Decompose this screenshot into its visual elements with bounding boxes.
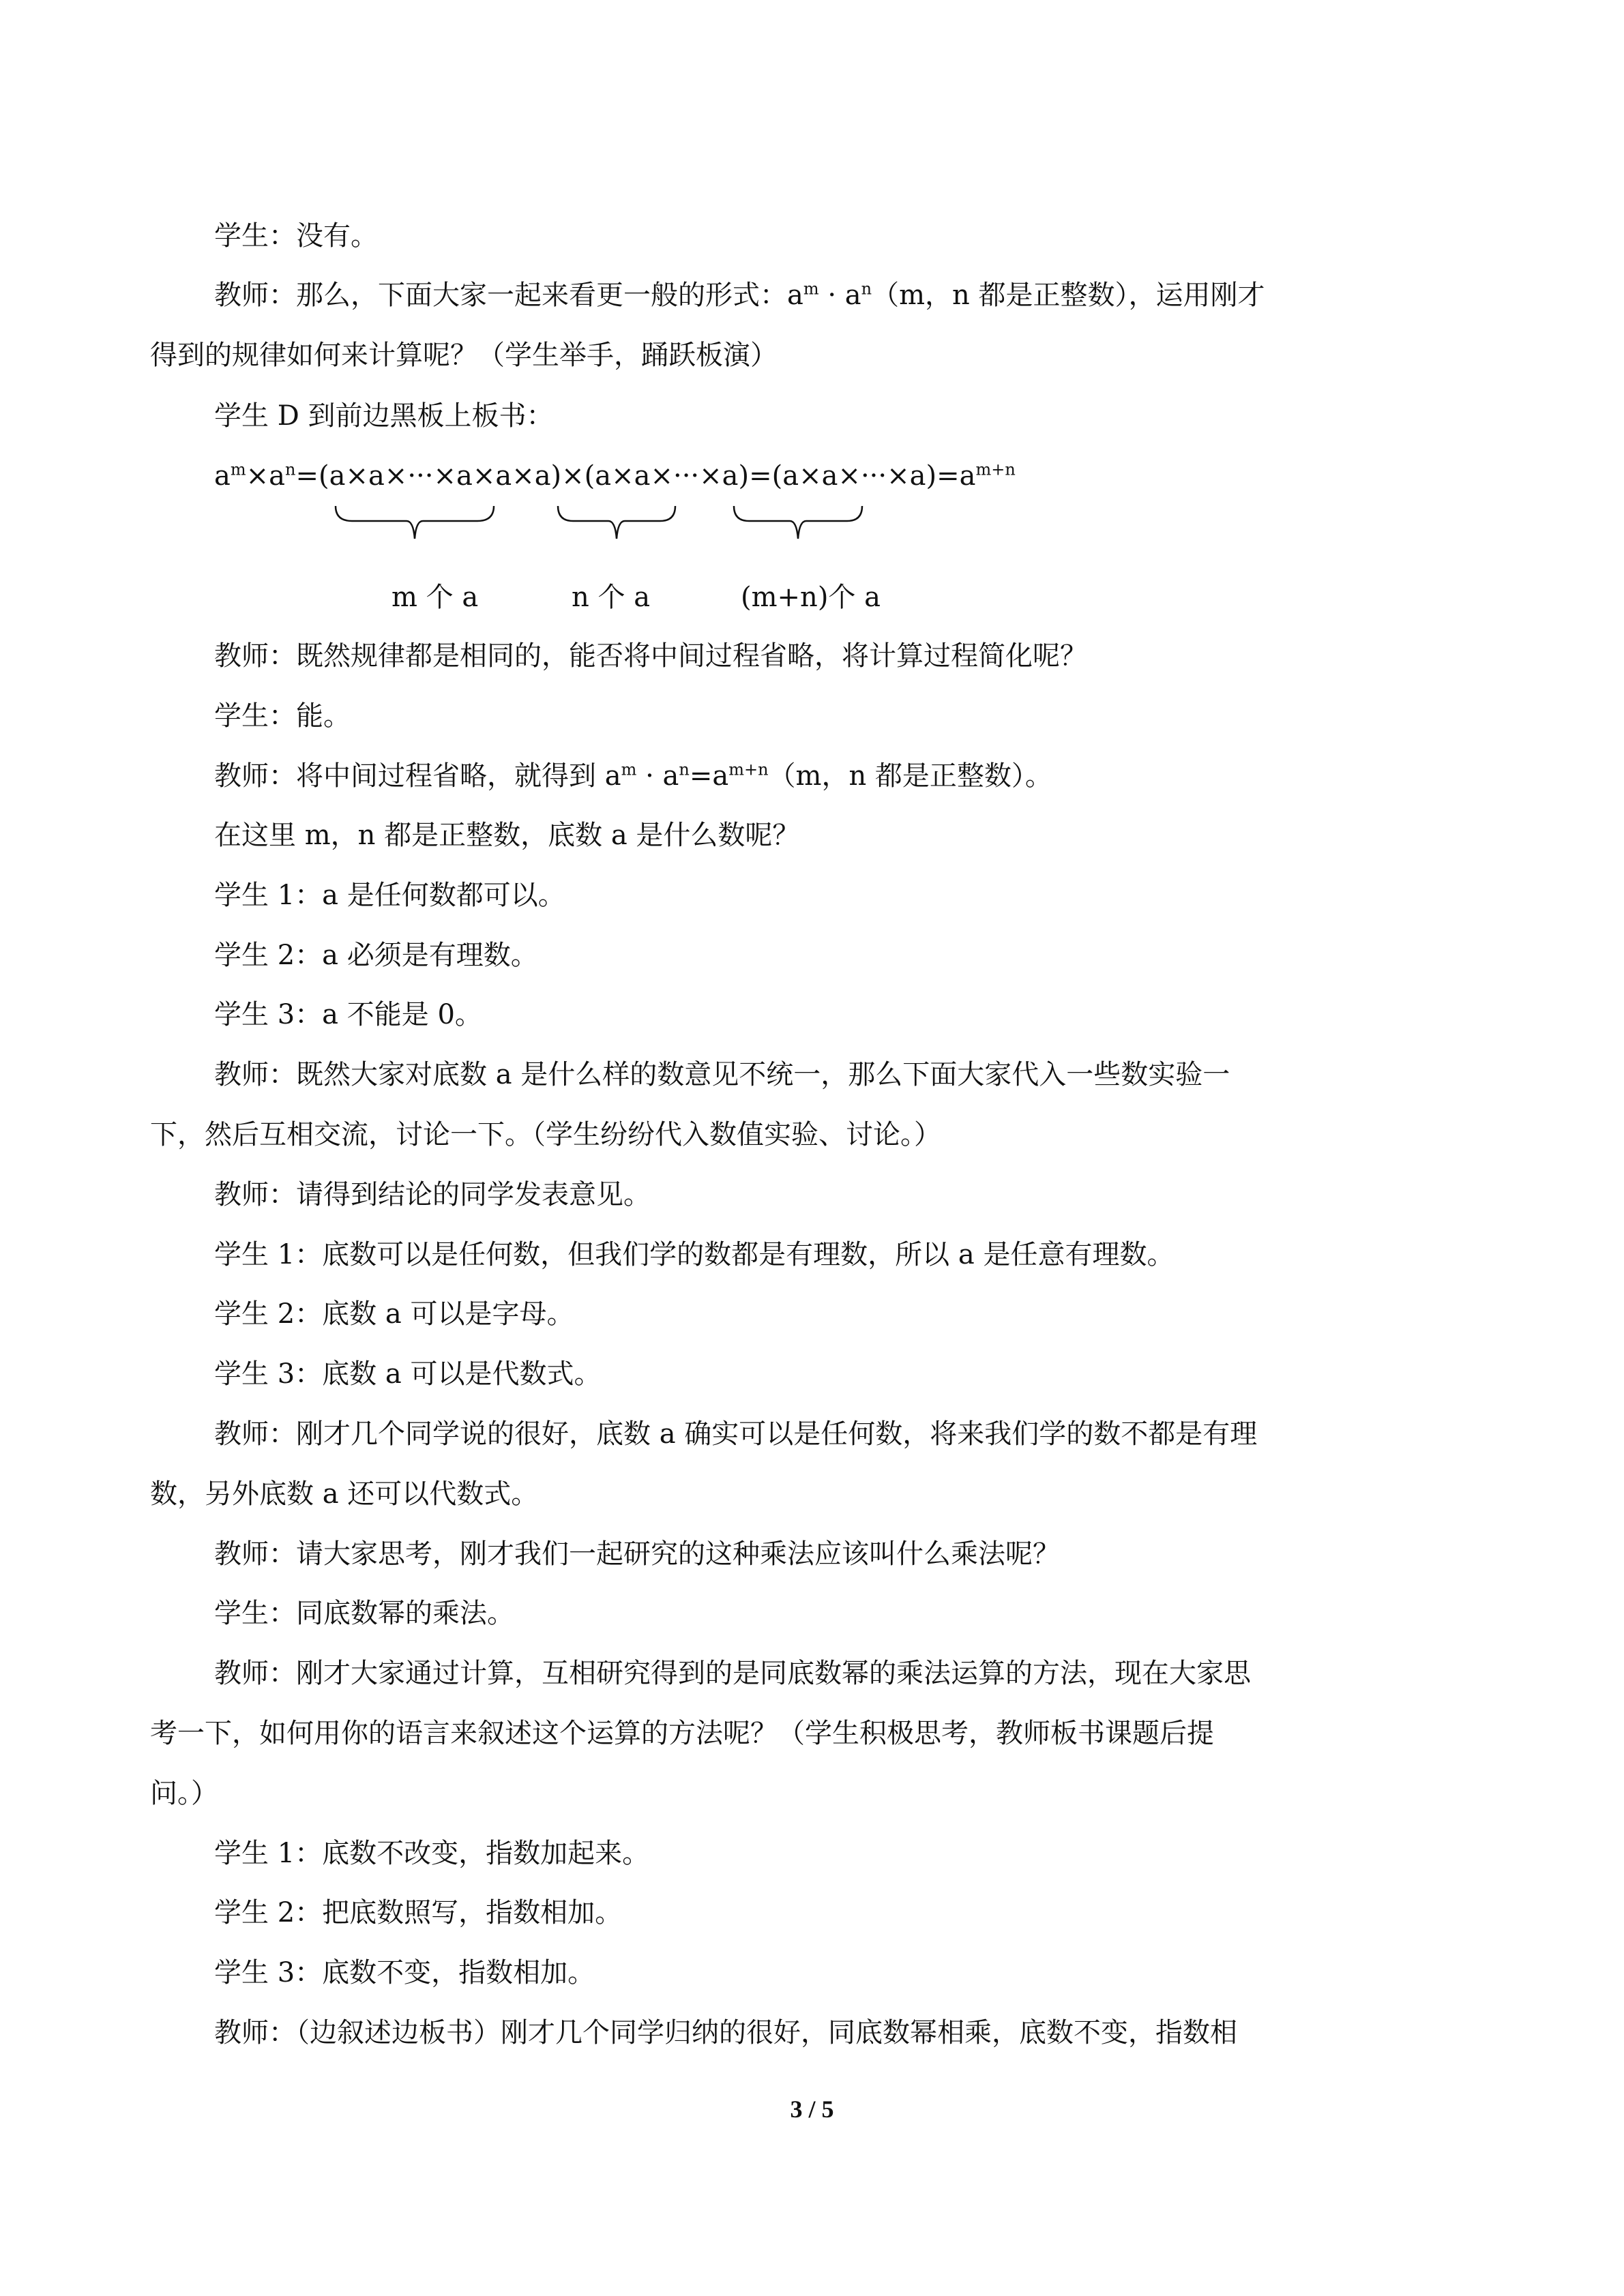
paragraph: 数，另外底数 a 还可以代数式。	[150, 1478, 539, 1510]
paragraph: 教师：刚才几个同学说的很好，底数 a 确实可以是任何数，将来我们学的数不都是有理	[214, 1418, 1258, 1450]
paragraph: 学生 2：把底数照写，指数相加。	[214, 1897, 623, 1928]
brace-label-m: m 个 a	[392, 582, 479, 613]
paragraph: 教师：请大家思考，刚才我们一起研究的这种乘法应该叫什么乘法呢？	[214, 1538, 1060, 1570]
formula-rule: $a^m \cdot a^n=a^{m+n}$	[604, 760, 769, 792]
page-number: 3 / 5	[790, 2096, 834, 2123]
paragraph: 学生 3：底数 a 可以是代数式。	[214, 1358, 602, 1390]
paragraph: 考一下，如何用你的语言来叙述这个运算的方法呢？（学生积极思考，教师板书课题后提	[150, 1718, 1214, 1749]
paragraph: 学生 D 到前边黑板上板书：	[214, 400, 554, 432]
paragraph: 教师：那么，下面大家一起来看更一般的形式：$a^m \cdot a^n(m$，n 都是正整数），运用刚才	[214, 279, 1265, 311]
paragraph: 学生：没有。	[214, 220, 378, 252]
paragraph: 下，然后互相交流，讨论一下。（学生纷纷代入数值实验、讨论。）	[150, 1119, 941, 1150]
board-formula: $a^m\times a^n=(a\times a\times\cdot\cdot\cdot\times a\times a\times a)\times(a\times a\times\cdot\cdot\cdot\times a)=(a\times a\times\cdot\cdot\cdot\times a)=a^{m+n}$	[214, 460, 1016, 492]
paragraph: 教师：请得到结论的同学发表意见。	[214, 1179, 651, 1210]
brace-label-mn: (m+n)个 a	[741, 582, 881, 613]
brace-label-n: n 个 a	[572, 582, 651, 613]
paragraph: 学生 2：a 必须是有理数。	[214, 940, 538, 971]
underbrace-mn	[731, 503, 865, 551]
paragraph: 学生：能。	[214, 700, 351, 732]
paragraph: 学生 3：a 不能是 0。	[214, 999, 482, 1030]
paragraph: 得到的规律如何来计算呢？（学生举手，踊跃板演）	[150, 340, 778, 371]
formula-am-an: $a^m \cdot a^n$	[787, 279, 872, 311]
paragraph: 学生 2：底数 a 可以是字母。	[214, 1298, 574, 1330]
underbrace-m	[333, 503, 497, 551]
paragraph: 学生：同底数幂的乘法。	[214, 1598, 514, 1629]
paragraph: 在这里 m，n 都是正整数，底数 a 是什么数呢？	[214, 820, 800, 851]
paragraph: 教师：既然大家对底数 a 是什么样的数意见不统一，那么下面大家代入一些数实验一	[214, 1059, 1230, 1090]
paragraph: 学生 1：底数不改变，指数加起来。	[214, 1838, 650, 1869]
paragraph: 教师：既然规律都是相同的，能否将中间过程省略，将计算过程简化呢？	[214, 640, 1087, 672]
underbrace-n	[555, 503, 678, 551]
paragraph: 学生 1：底数可以是任何数，但我们学的数都是有理数，所以 a 是任意有理数。	[214, 1239, 1175, 1270]
paragraph: 学生 1：a 是任何数都可以。	[214, 880, 565, 911]
paragraph: 教师：（边叙述边板书）刚才几个同学归纳的很好，同底数幂相乘，底数不变，指数相	[214, 2017, 1237, 2048]
paragraph: 教师：刚才大家通过计算，互相研究得到的是同底数幂的乘法运算的方法，现在大家思	[214, 1658, 1251, 1689]
paragraph: 教师：将中间过程省略，就得到 $a^m \cdot a^n=a^{m+n}(m$，n 都是正整数）。	[214, 760, 1052, 792]
paragraph: 问。）	[150, 1778, 218, 1809]
paragraph: 学生 3：底数不变，指数相加。	[214, 1957, 595, 1988]
